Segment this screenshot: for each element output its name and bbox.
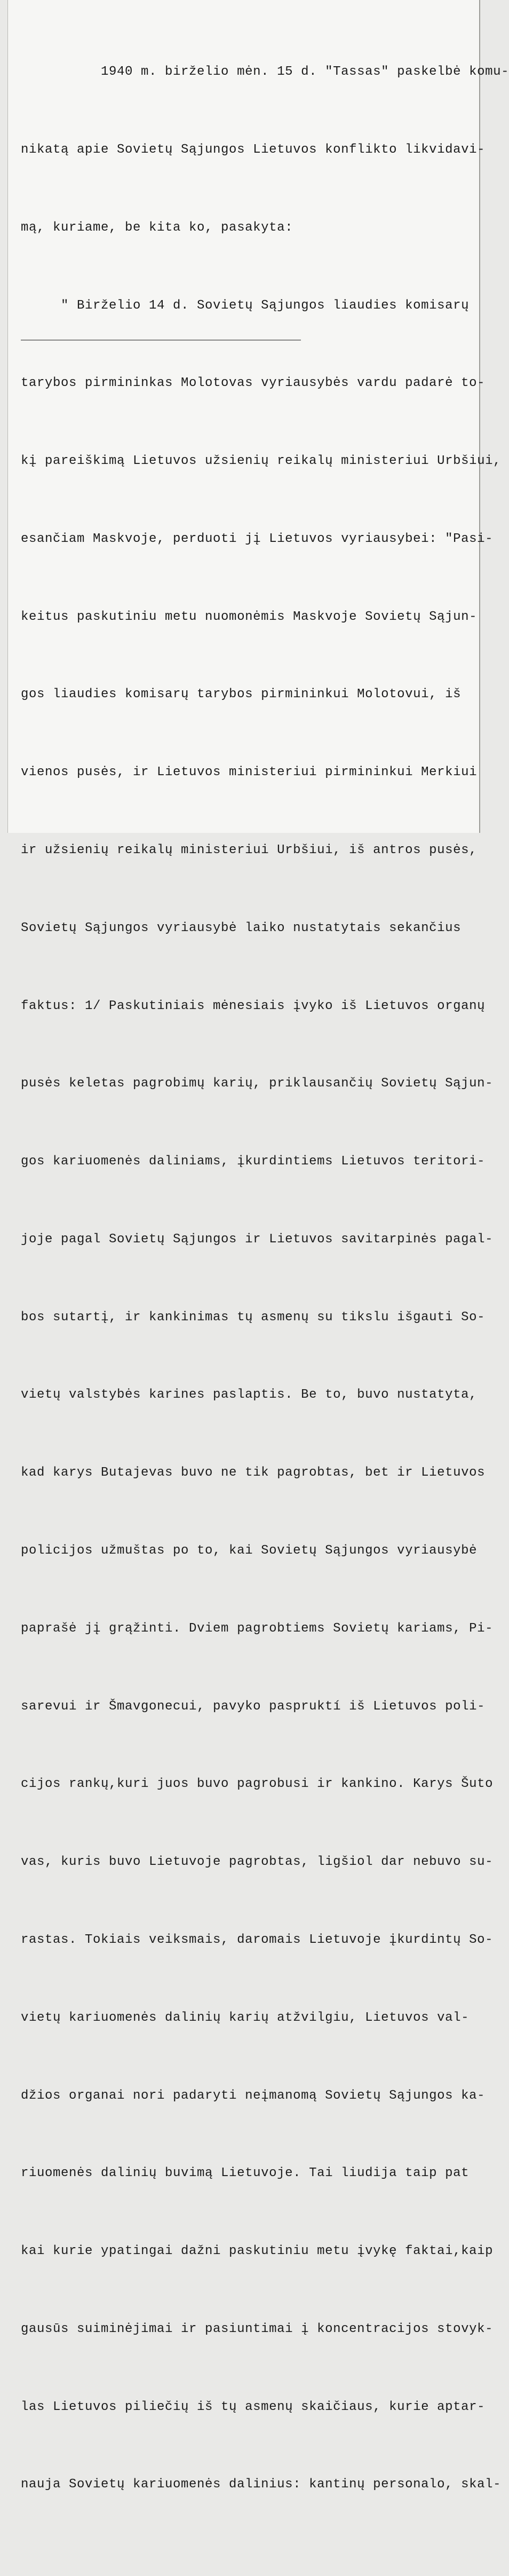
text-line: tarybos pirmininkas Molotovas vyriausybės vardu padarė to- <box>21 376 486 391</box>
text-line: faktus: 1/ Paskutiniais mėnesiais įvyko iš Lietuvos organų <box>21 998 486 1013</box>
text-line: rastas. Tokiais veiksmais, daromais Lietuvoje įkurdintų So- <box>21 1932 494 1947</box>
document-page <box>7 0 509 2492</box>
text-line: mą, kuriame, be kita ko, pasakyta: <box>21 220 293 235</box>
text-line: paprašė jį grąžinti. Dviem pagrobtiems Sovietų kariams, Pi- <box>21 1621 494 1636</box>
text-line: vietų kariuomenės dalinių karių atžvilgiu, Lietuvos val- <box>21 2010 470 2025</box>
text-line: gos liaudies komisarų tarybos pirmininkui Molotovui, iš <box>21 687 462 702</box>
text-line: nikatą apie Sovietų Sąjungos Lietuvos konflikto likvidavi- <box>21 142 486 157</box>
text-line: džios organai nori padaryti neįmanomą Sovietų Sąjungos ka- <box>21 2088 486 2103</box>
text-line: vas, kuris buvo Lietuvoje pagrobtas, ligšiol dar nebuvo su- <box>21 1855 494 1870</box>
text-line: bos sutartį, ir kankinimas tų asmenų su tikslu išgauti So- <box>21 1310 486 1325</box>
text-line: kį pareiškimą Lietuvos užsienių reikalų ministeriui Urbšiui, <box>21 454 502 469</box>
text-line: esančiam Maskvoje, perduoti jį Lietuvos vyriausybei: "Pasi- <box>21 531 494 546</box>
text-line: cijos rankų,kuri juos buvo pagrobusi ir kankino. Karys Šuto <box>21 1777 494 1792</box>
typed-line-rule <box>21 340 301 341</box>
text-line: gausūs suiminėjimai ir pasiuntimai į koncentracijos stovyk- <box>21 2321 494 2336</box>
text-line: las Lietuvos piliečių iš tų asmenų skaičiaus, kurie aptar- <box>21 2399 486 2414</box>
text-line: kai kurie ypatingai dažni paskutiniu metu įvykę faktai,kaip <box>21 2244 494 2259</box>
text-line: nauja Sovietų kariuomenės dalinius: kantinų personalo, skal- <box>21 2477 502 2492</box>
text-line: policijos užmuštas po to, kai Sovietų Sąjungos vyriausybė <box>21 1543 478 1558</box>
document-text <box>21 7 509 2576</box>
text-line: " Birželio 14 d. Sovietų Sąjungos liaudies komisarų <box>21 298 470 313</box>
text-line: vienos pusės, ir Lietuvos ministeriui pirmininkui Merkiui <box>21 765 478 780</box>
text-line: joje pagal Sovietų Sąjungos ir Lietuvos savitarpinės pagal- <box>21 1232 494 1247</box>
text-line: 1940 m. birželio mėn. 15 d. "Tassas" paskelbė komu- <box>21 65 509 80</box>
text-line: gos kariuomenės daliniams, įkurdintiems Lietuvos teritori- <box>21 1154 486 1169</box>
text-line: Sovietų Sąjungos vyriausybė laiko nustatytais sekančius <box>21 920 462 935</box>
text-line: riuomenės dalinių buvimą Lietuvoje. Tai liudija taip pat <box>21 2166 470 2181</box>
text-line: vietų valstybės karines paslaptis. Be to, buvo nustatyta, <box>21 1388 478 1403</box>
text-line: kad karys Butajevas buvo ne tik pagrobtas, bet ir Lietuvos <box>21 1466 486 1480</box>
text-line: keitus paskutiniu metu nuomonėmis Maskvoje Sovietų Sąjun- <box>21 609 478 624</box>
text-line: pusės keletas pagrobimų karių, priklausančių Sovietų Sąjun- <box>21 1076 494 1091</box>
text-line: ir užsienių reikalų ministeriui Urbšiui, iš antros pusės, <box>21 843 478 857</box>
text-line: sarevui ir Šmavgonecui, pavyko paspruktí iš Lietuvos poli- <box>21 1699 486 1714</box>
